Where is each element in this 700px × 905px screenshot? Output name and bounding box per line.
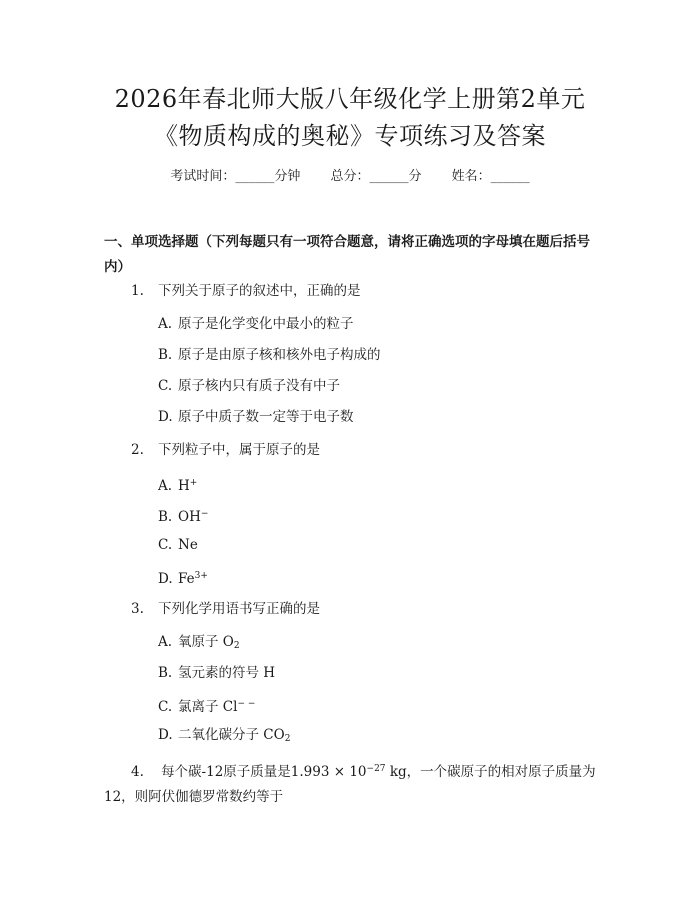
question-number: 2. [131,442,144,458]
question-number: 1. [131,283,144,299]
option-text: 氢元素的符号 H [178,665,276,681]
question-stem-part2: kg，一个碳原子的相对原子质量为12，则阿伏伽德罗常数约等于 [104,764,596,805]
name-label: 姓名： [451,169,491,184]
question-stem-part1: 每个碳-12原子质量是1.993 × 10 [161,764,367,780]
question-stem: 下列关于原子的叙述中，正确的是 [158,283,361,299]
name-blank: ______ [490,169,530,184]
formula-subscript: 2 [233,641,240,651]
option-formula: Fe [178,571,195,587]
q1-option-b [158,346,381,364]
option-letter: D. [158,571,173,587]
time-label: 考试时间： [170,169,236,184]
charge-superscript: − − [237,699,256,709]
question-1 [131,282,361,300]
option-letter: B. [158,509,173,525]
score-blank: ______ [369,169,409,184]
option-text: 原子中质子数一定等于电子数 [178,409,354,425]
time-blank: ______ [235,169,275,184]
score-label: 总分： [330,169,370,184]
q3-option-c [158,695,255,716]
charge-superscript: 3+ [194,571,208,581]
option-letter: B. [158,665,173,681]
q2-option-d [158,567,208,588]
q2-option-b [158,505,208,526]
doc-title-line1: 2026年春北师大版八年级化学上册第2单元 [114,85,586,113]
charge-superscript: + [189,478,198,488]
option-letter: D. [158,727,173,743]
option-text: 氧原子 O [178,634,234,650]
q2-option-c [158,536,198,554]
option-text: 二氧化碳分子 CO [178,727,285,743]
option-letter: A. [158,634,173,650]
score-unit: 分 [408,169,422,184]
time-unit: 分钟 [274,169,301,184]
option-text: 氯离子 Cl [178,699,238,715]
q3-option-a [158,633,240,655]
formula-subscript: 2 [284,734,291,744]
doc-title-line2: 《物质构成的奥秘》专项练习及答案 [154,122,546,150]
question-stem: 下列粒子中，属于原子的是 [158,442,320,458]
exam-meta-row [0,168,700,186]
option-letter: C. [158,378,173,394]
option-text: 原子是由原子核和核外电子构成的 [178,347,381,363]
exponent-superscript: −27 [366,764,386,774]
q1-option-c [158,377,340,395]
q3-option-d [158,726,290,748]
option-letter: D. [158,409,173,425]
question-number: 3. [131,601,144,617]
option-letter: C. [158,537,173,553]
option-formula: Ne [178,537,198,553]
q3-option-b [158,664,275,682]
question-number: 4. [131,764,144,780]
option-text: 原子是化学变化中最小的粒子 [178,316,354,332]
question-2 [131,441,320,459]
q2-option-a [158,474,197,495]
option-formula: H [178,478,190,494]
question-4 [104,757,604,810]
charge-superscript: − [200,509,209,519]
section1-heading: 一、单项选择题（下列每题只有一项符合题意，请将正确选项的字母填在题后括号内） [104,234,590,275]
option-letter: A. [158,316,173,332]
option-text: 原子核内只有质子没有中子 [178,378,340,394]
option-letter: B. [158,347,173,363]
q1-option-a [158,315,354,333]
option-letter: A. [158,478,173,494]
option-letter: C. [158,699,173,715]
q1-option-d [158,408,354,426]
option-formula: OH [178,509,201,525]
question-3 [131,600,320,618]
question-stem: 下列化学用语书写正确的是 [158,601,320,617]
